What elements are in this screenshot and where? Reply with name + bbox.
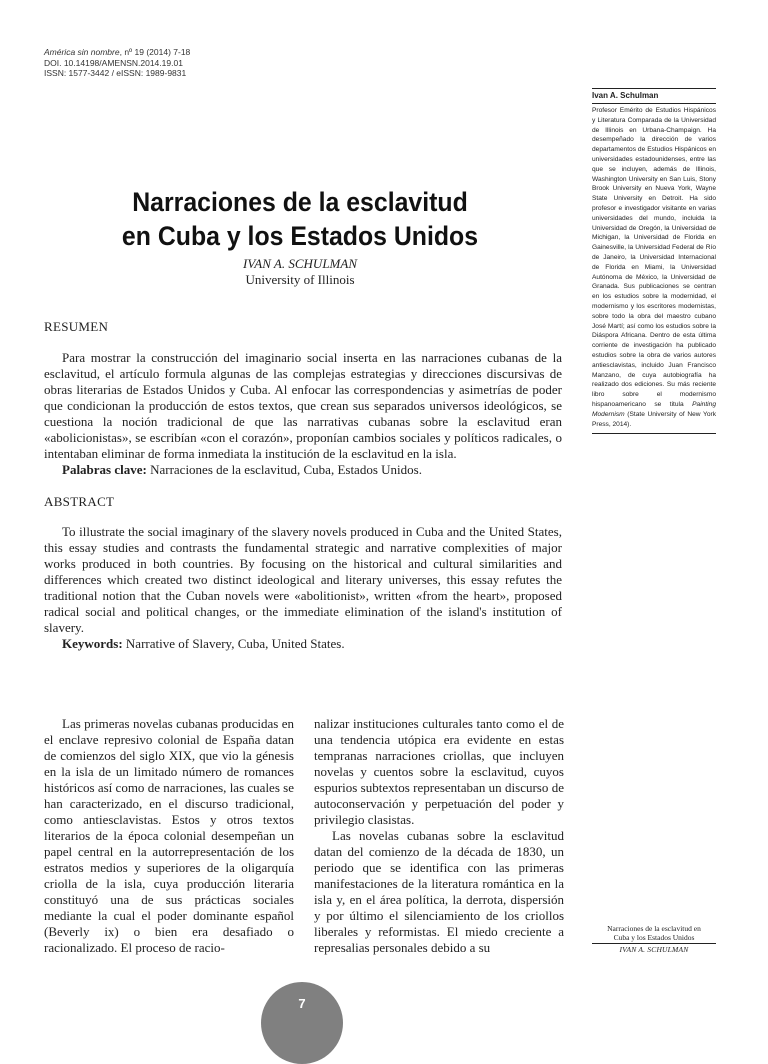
author-affiliation: University of Illinois xyxy=(245,272,355,287)
journal-issue: , nº 19 (2014) 7-18 xyxy=(119,47,191,57)
resumen-keywords xyxy=(44,462,562,478)
bio-text xyxy=(592,106,716,429)
journal-citation xyxy=(44,47,190,58)
keywords-es: Narraciones de la esclavitud, Cuba, Estados Unidos. xyxy=(146,462,422,477)
article-title xyxy=(52,185,549,253)
bio-body: Profesor Emérito de Estudios Hispánicos y Literatura Comparada de la Universidad de Illinois en Urbana-Champaign. Ha desempeñado la dirección de varios departamentos de Estudios Hispánicos en universidades estadounidenses, entre las que se incluyen, además de Illinois, Washington University en San Luis, Stony Brook University en Nueva York, Wayne State University en Detroit. Ha sido profesor e investigador visitante en varias universidades del mundo, incluida la Universidad de Oregón, la Universidad de Michigan, la Universidad de Florida en Gainesville, la Universidad Federal de Río de Janeiro, la Universidad Internacional de Florida en Miami, la Universidad Autónoma de México, la Universidad de Granada. Sus publicaciones se centran en los estudios sobre la modernidad, el modernismo y los escritores modernistas, sobre todo la obra del maestro cubano José Martí; así como los estudios sobre la Diáspora Africana. Dentro de esta última corriente de investigación ha publicado estudios sobre la obra de varios autores antiesclavistas, incluido Juan Francisco Manzano, de cuya autobiografía ha realizado dos ediciones. Su más reciente libro sobre el modernismo hispanoamericano se titula xyxy=(592,107,716,408)
bio-book-title: Painting Modernism xyxy=(592,400,716,418)
abstract-heading: ABSTRACT xyxy=(44,494,115,509)
resumen-heading: RESUMEN xyxy=(44,319,109,334)
title-line-2: en Cuba y los Estados Unidos xyxy=(121,221,479,251)
abstract-text: To illustrate the social imaginary of the slavery novels produced in Cuba and the United States, this essay studies and contrasts the fundamental strategic and narrative complexities of major works produced in both countries. By focusing on the historical and cultural similarities and differences which created two distinct ideological and literary universes, this essay refutes the traditional notion that the Cuban novels were «abolitionist», written «from the heart», proposed radical social and political changes, or the immediate elimination of the island's institution of slavery. xyxy=(44,524,562,635)
body-paragraph: nalizar instituciones culturales tanto como el de una tendencia utópica era evidente en estas tempranas narraciones criollas, que incluyen novelas y cuentos sobre la esclavitud, cuyos espurios subtextos representaban un discurso de autoconservación y perpetuación del poder y privilegio clasistas. xyxy=(314,716,564,827)
page-number-badge xyxy=(261,982,343,1064)
author-bio-sidebar xyxy=(592,88,716,434)
running-footer xyxy=(592,924,716,954)
journal-metadata xyxy=(44,47,190,79)
body-paragraph: Las primeras novelas cubanas producidas en el enclave represivo colonial de España datan de comienzos del siglo XIX, que vio la génesis en la isla de un limitado número de romances históricos así como de narraciones, las cuales se han caracterizado, en el discurso tradicional, como antiesclavistas. Estos y otros textos literarios de la época colonial desempeñan un papel central en la autorrepresentación de los estratos medios y superiores de la oligarquía criolla de la isla, cuya producción literaria constituyó una de sus prácticas sociales mediante la cual el poder dominante español (Beverly ix) o bien era desafiado o racionalizado. El proceso de racio- xyxy=(44,716,294,955)
bio-author-name: Ivan A. Schulman xyxy=(592,91,716,104)
keywords-label-en: Keywords: xyxy=(62,636,123,651)
running-title-1: Narraciones de la esclavitud en xyxy=(607,924,701,933)
bio-end: (State University of New York Press, 2014). xyxy=(592,410,716,428)
running-author: IVAN A. SCHULMAN xyxy=(592,943,716,954)
page-number: 7 xyxy=(298,996,306,1011)
body-column-left xyxy=(44,716,294,956)
issn: ISSN: 1577-3442 / eISSN: 1989-9831 xyxy=(44,68,187,78)
title-line-1: Narraciones de la esclavitud xyxy=(132,187,468,217)
abstract-keywords xyxy=(44,636,562,652)
abstract-body xyxy=(44,524,562,652)
journal-name: América sin nombre xyxy=(44,47,120,57)
resumen-body xyxy=(44,350,562,478)
keywords-label-es: Palabras clave: xyxy=(62,462,147,477)
running-title-2: Cuba y los Estados Unidos xyxy=(613,933,695,942)
resumen-text: Para mostrar la construcción del imaginario social inserta en las narraciones cubanas de la esclavitud, el artículo formula algunas de las complejas estrategias y direcciones discursivas de obras literarias de Estados Unidos y Cuba. Al enfocar las correspondencias y asimetrías de poder que condicionan la producción de estos textos, que crean sus separados universos ideológicos, se cuestiona la noción tradicional de que las narrativas cubanas sobre la esclavitud eran «abolicionistas», se escribían «con el corazón», proponían cambios sociales y políticos radicales, o intentaban eliminar de forma inmediata la institución de la esclavitud en la isla. xyxy=(44,350,562,461)
doi: DOI. 10.14198/AMENSN.2014.19.01 xyxy=(44,57,183,68)
body-paragraph: Las novelas cubanas sobre la esclavitud datan del comienzo de la década de 1830, un periodo que se identifica con las primeras manifestaciones de la literatura romántica en la isla y, en el área política, la derrota, dispersión y por último el silenciamiento de los criollos liberales y reformistas. El miedo creciente a represalias personales debido a su xyxy=(314,828,564,955)
body-column-right xyxy=(314,716,564,956)
keywords-en: Narrative of Slavery, Cuba, United States. xyxy=(122,636,345,651)
article-author: IVAN A. SCHULMAN xyxy=(243,256,357,271)
